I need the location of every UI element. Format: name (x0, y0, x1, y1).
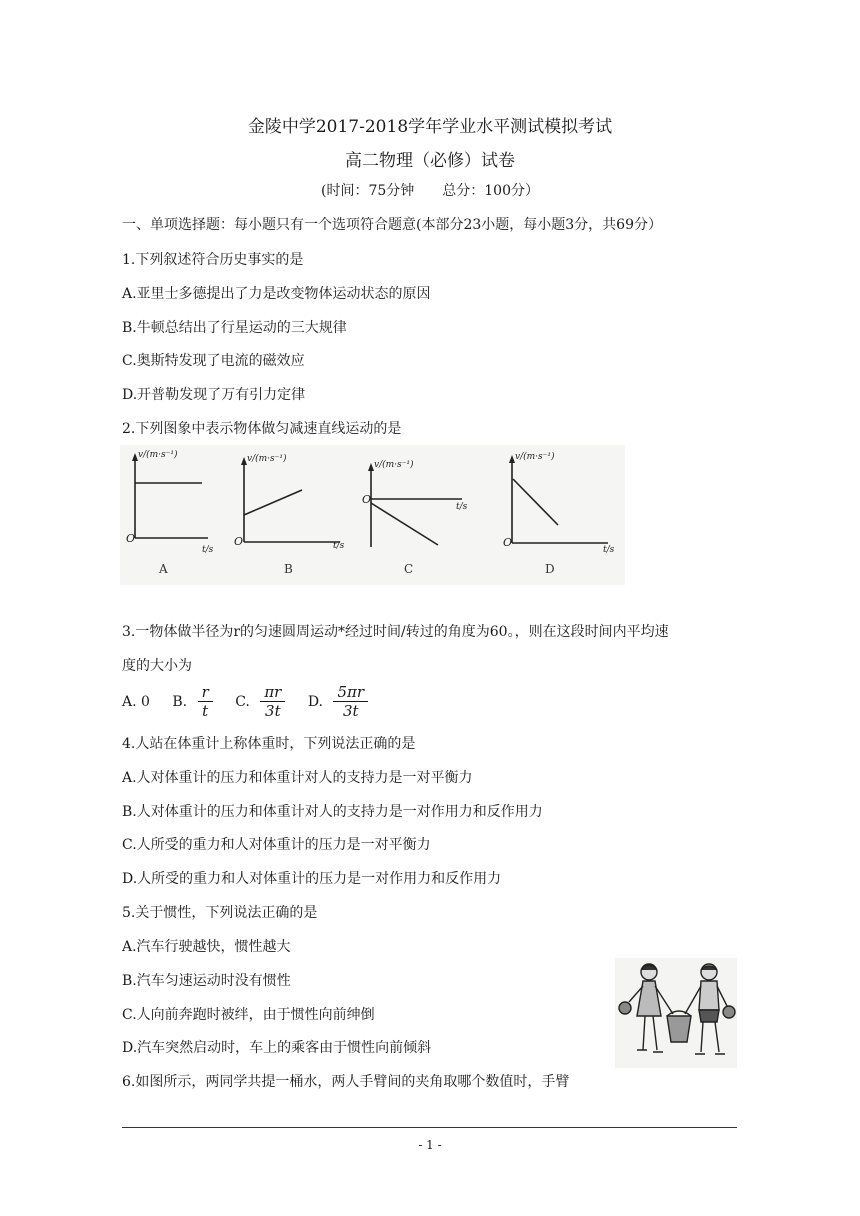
q3-option-c-numerator: πr (260, 683, 285, 702)
graph-c (371, 467, 462, 547)
graph-a-label: A (159, 562, 168, 576)
q1-option-c: C.奥斯特发现了电流的磁效应 (122, 353, 305, 369)
q2-stem: 2.下列图象中表示物体做匀减速直线运动的是 (122, 421, 402, 437)
q3-option-b-denominator: t (202, 702, 209, 720)
q1-stem: 1.下列叙述符合历史事实的是 (122, 252, 304, 268)
q1-option-d: D.开普勒发现了万有引力定律 (122, 387, 306, 403)
q1-option-a: A.亚里士多德提出了力是改变物体运动状态的原因 (122, 286, 431, 302)
q5-option-c: C.人向前奔跑时被绊，由于惯性向前绅倒 (122, 1007, 375, 1023)
q5-option-d: D.汽车突然启动时，车上的乘客由于惯性向前倾斜 (122, 1040, 432, 1056)
q3-option-b-fraction (198, 683, 213, 720)
graph-a (135, 457, 208, 538)
graph-b-origin: O (234, 535, 244, 548)
q4-option-a: A.人对体重计的压力和体重计对人的支持力是一对平衡力 (122, 770, 473, 786)
q3-option-c-denominator: 3t (265, 702, 281, 720)
q3-option-d-numerator: 5πr (333, 683, 368, 702)
q3-option-b-numerator: r (198, 683, 213, 702)
page-number: - 1 - (418, 1138, 442, 1152)
exam-title: 金陵中学2017-2018学年学业水平测试模拟考试 (247, 117, 613, 137)
two-students-bucket-illustration (615, 958, 737, 1068)
q5-option-a: A.汽车行驶越快，惯性越大 (122, 939, 291, 955)
graph-d-xlabel: t/s (603, 545, 615, 555)
graph-c-origin: O (362, 493, 372, 506)
q3-option-c-label: C. (235, 693, 250, 710)
vt-graphs (120, 445, 625, 585)
graph-a-ylabel: v/(m·s⁻¹) (138, 450, 178, 460)
graph-b-xlabel: t/s (333, 541, 345, 551)
graph-d-ylabel: v/(m·s⁻¹) (515, 452, 555, 462)
students-bucket-drawing (615, 958, 737, 1068)
q3-stem-line2: 度的大小为 (122, 658, 192, 674)
exam-meta: (时间：75分钟 总分：100分） (321, 183, 539, 199)
q3-option-a: A. 0 (122, 693, 150, 710)
graph-c-xlabel: t/s (456, 502, 468, 512)
q3-option-d-label: D. (307, 693, 323, 710)
graph-c-label: C (404, 562, 414, 576)
graph-b-ylabel: v/(m·s⁻¹) (247, 454, 287, 464)
q3-options (122, 683, 378, 720)
exam-subtitle: 高二物理（必修）试卷 (345, 151, 515, 171)
q3-option-b-label: B. (172, 693, 188, 710)
q5-stem: 5.关于惯性，下列说法正确的是 (122, 905, 318, 921)
footer-divider (122, 1127, 737, 1128)
q2-graphs-figure (120, 445, 625, 585)
graph-a-origin: O (126, 532, 136, 545)
section-heading: 一、单项选择题：每小题只有一个选项符合题意(本部分23小题，每小题3分，共69分） (122, 217, 662, 233)
graph-b (244, 461, 340, 542)
graph-c-ylabel: v/(m·s⁻¹) (374, 460, 414, 470)
q4-stem: 4.人站在体重计上称体重时，下列说法正确的是 (122, 736, 416, 752)
q4-option-d: D.人所受的重力和人对体重计的压力是一对作用力和反作用力 (122, 871, 502, 887)
q3-option-d-fraction (333, 683, 368, 720)
q6-stem: 6.如图所示，两同学共提一桶水，两人手臂间的夹角取哪个数值时，手臂 (122, 1074, 570, 1090)
q5-option-b: B.汽车匀速运动时没有惯性 (122, 973, 291, 989)
q1-option-b: B.牛顿总结出了行星运动的三大规律 (122, 320, 347, 336)
q4-option-b: B.人对体重计的压力和体重计对人的支持力是一对作用力和反作用力 (122, 804, 543, 820)
q3-stem-line1: 3.一物体做半径为r的匀速圆周运动*经过时间/转过的角度为60。，则在这段时间内平均速 (122, 624, 669, 640)
graph-d (512, 459, 608, 543)
q3-option-c-fraction (260, 683, 285, 720)
graph-d-label: D (545, 562, 555, 576)
graph-a-xlabel: t/s (202, 545, 214, 555)
q3-option-d-denominator: 3t (342, 702, 359, 720)
graph-b-label: B (284, 562, 293, 576)
graph-d-origin: O (503, 536, 513, 549)
q4-option-c: C.人所受的重力和人对体重计的压力是一对平衡力 (122, 837, 431, 853)
